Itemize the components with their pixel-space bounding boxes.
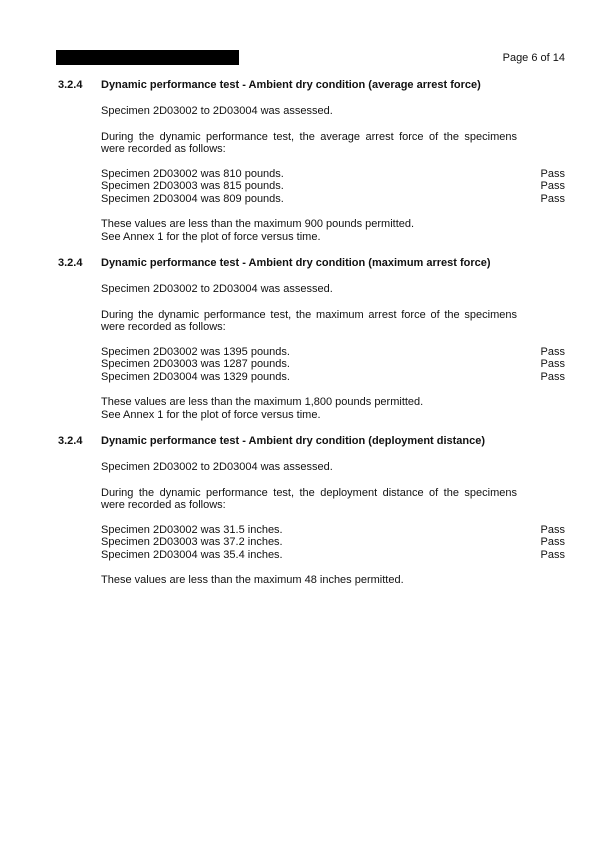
redaction-bar bbox=[56, 50, 239, 65]
result-status: Pass bbox=[540, 371, 565, 384]
note-text: See Annex 1 for the plot of force versus time. bbox=[101, 408, 321, 421]
notes bbox=[101, 396, 600, 422]
note-text: These values are less than the maximum 1,800 pounds permitted. bbox=[101, 395, 424, 408]
result-row bbox=[101, 346, 565, 359]
section-title: Dynamic performance test - Ambient dry condition (deployment distance) bbox=[101, 435, 486, 447]
section-heading bbox=[0, 79, 600, 92]
section-maximum-arrest-force bbox=[0, 257, 600, 421]
result-status: Pass bbox=[540, 536, 565, 549]
assessed-text: Specimen 2D03002 to 2D03004 was assessed. bbox=[101, 461, 333, 473]
results-list bbox=[101, 168, 565, 206]
result-text: Specimen 2D03003 was 37.2 inches. bbox=[101, 536, 283, 549]
page-number: Page 6 of 14 bbox=[502, 52, 565, 64]
result-text: Specimen 2D03004 was 1329 pounds. bbox=[101, 371, 290, 384]
result-text: Specimen 2D03002 was 810 pounds. bbox=[101, 167, 284, 180]
result-status: Pass bbox=[540, 523, 565, 536]
result-text: Specimen 2D03003 was 815 pounds. bbox=[101, 180, 284, 193]
result-row bbox=[101, 524, 565, 537]
result-text: Specimen 2D03002 was 31.5 inches. bbox=[101, 523, 283, 536]
note-text: These values are less than the maximum 48 inches permitted. bbox=[101, 573, 404, 586]
section-heading bbox=[0, 257, 600, 270]
intro-text: During the dynamic performance test, the average arrest force of the specimens were recorded as follows: bbox=[101, 130, 517, 155]
result-status: Pass bbox=[540, 167, 565, 180]
result-row bbox=[101, 168, 565, 181]
result-status: Pass bbox=[540, 358, 565, 371]
section-number: 3.2.4 bbox=[58, 435, 83, 447]
result-status: Pass bbox=[540, 180, 565, 193]
section-title: Dynamic performance test - Ambient dry condition (maximum arrest force) bbox=[101, 257, 491, 269]
result-row bbox=[101, 371, 565, 384]
assessed-text: Specimen 2D03002 to 2D03004 was assessed. bbox=[101, 105, 333, 117]
result-row bbox=[101, 536, 565, 549]
result-row bbox=[101, 549, 565, 562]
section-average-arrest-force bbox=[0, 79, 600, 243]
result-status: Pass bbox=[540, 193, 565, 206]
result-row bbox=[101, 358, 565, 371]
result-text: Specimen 2D03004 was 35.4 inches. bbox=[101, 549, 283, 562]
intro-text: During the dynamic performance test, the maximum arrest force of the specimens were recorded as follows: bbox=[101, 308, 517, 333]
note-text: See Annex 1 for the plot of force versus time. bbox=[101, 230, 321, 243]
section-heading bbox=[0, 435, 600, 448]
result-status: Pass bbox=[540, 549, 565, 562]
result-text: Specimen 2D03002 was 1395 pounds. bbox=[101, 345, 290, 358]
result-row bbox=[101, 193, 565, 206]
section-number: 3.2.4 bbox=[58, 257, 83, 269]
result-status: Pass bbox=[540, 345, 565, 358]
result-text: Specimen 2D03003 was 1287 pounds. bbox=[101, 358, 290, 371]
notes bbox=[101, 218, 600, 244]
section-number: 3.2.4 bbox=[58, 79, 83, 91]
section-title: Dynamic performance test - Ambient dry condition (average arrest force) bbox=[101, 79, 481, 91]
note-text: These values are less than the maximum 900 pounds permitted. bbox=[101, 217, 415, 230]
section-deployment-distance bbox=[0, 435, 600, 587]
notes bbox=[101, 574, 600, 587]
results-list bbox=[101, 524, 565, 562]
results-list bbox=[101, 346, 565, 384]
result-text: Specimen 2D03004 was 809 pounds. bbox=[101, 193, 284, 206]
assessed-text: Specimen 2D03002 to 2D03004 was assessed. bbox=[101, 283, 333, 295]
result-row bbox=[101, 180, 565, 193]
intro-text: During the dynamic performance test, the deployment distance of the specimens were recorded as follows: bbox=[101, 486, 517, 511]
